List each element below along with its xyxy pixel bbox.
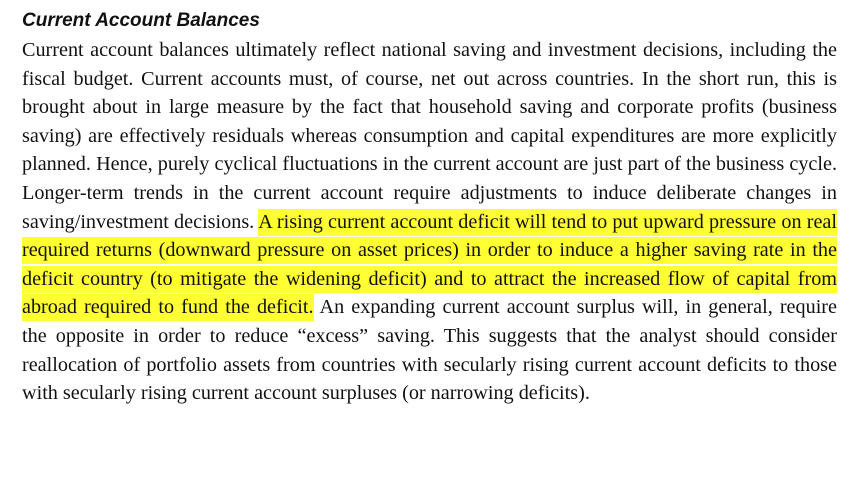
body-paragraph bbox=[22, 36, 837, 408]
paragraph-text-before-highlight: Current account balances ultimately reflect national saving and investment decisions, including the fiscal budget. Current accounts must, of course, net out across countries. In the short run, this is brought about in large measure by the fact that household saving and corporate profits (business saving) are effectively residuals whereas consumption and capital expenditures are more explicitly planned. Hence, purely cyclical fluctuations in the current account are just part of the business cycle. Longer-term trends in the current account require adjustments to induce deliberate changes in saving/investment decisions. bbox=[22, 39, 837, 233]
highlighted-text: A rising current account deficit will tend to put upward pressure on real required returns (downward pressure on asset prices) in order to induce a higher saving rate in the deficit country (to mitigate the widening deficit) and to attract the increased flow of capital from abroad required to fund the deficit. bbox=[22, 209, 837, 322]
section-heading: Current Account Balances bbox=[22, 10, 260, 31]
paragraph-text-after-highlight: An expanding current account surplus will, in general, require the opposite in order to reduce “excess” saving. This suggests that the analyst should consider reallocation of portfolio assets from countries with secularly rising current account deficits to those with secularly rising current account surpluses (or narrowing deficits). bbox=[22, 296, 837, 405]
